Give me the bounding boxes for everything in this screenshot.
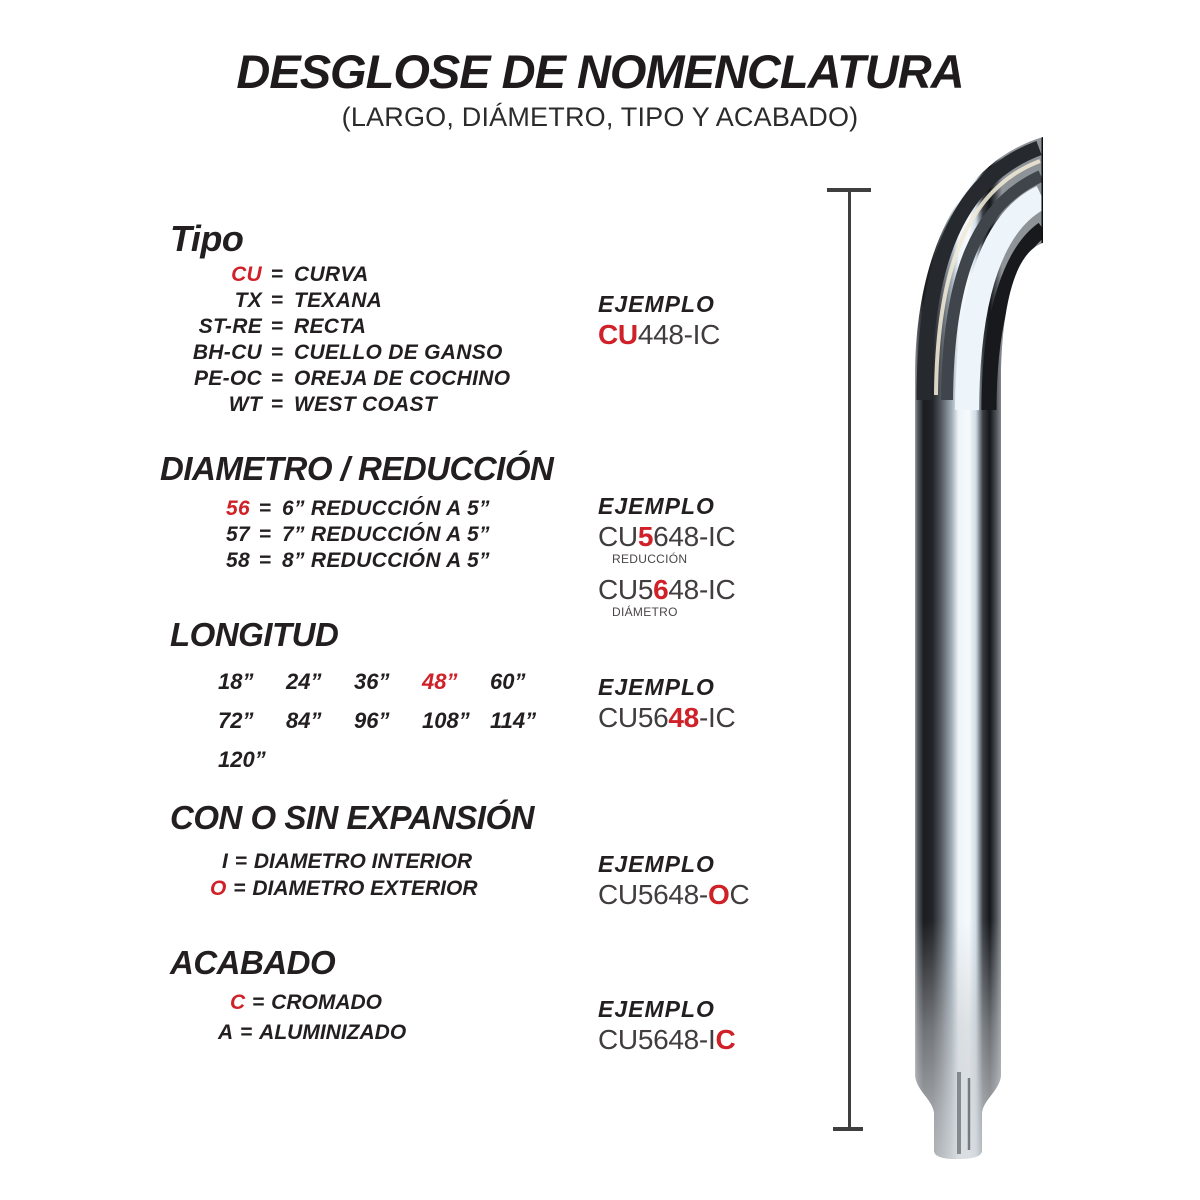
equals-sign: = [258,523,272,546]
length-value: 36” [354,669,390,694]
length-value: 60” [490,669,526,694]
diametro-desc: 6” REDUCCIÓN A 5” [282,497,490,520]
type-desc: CUELLO DE GANSO [294,341,503,364]
code-plain: CU5648- [598,879,708,910]
diametro-code: 58 [226,549,250,572]
type-code: PE-OC [193,367,262,390]
code-plain: 448-IC [637,319,721,350]
code-highlight: O [707,879,730,910]
equals-sign: = [270,289,284,312]
equals-sign: = [270,341,284,364]
example-block-longitud [598,674,735,734]
code-highlight: CU [598,319,638,350]
equals-sign: = [258,549,272,572]
example-label: EJEMPLO [598,291,715,317]
length-value: 18” [218,669,254,694]
length-value: 24” [286,669,322,694]
example-caption: REDUCCIÓN [612,552,688,566]
length-value: 108” [422,708,470,733]
acabado-row [218,1018,406,1048]
diametro-desc: 8” REDUCCIÓN A 5” [282,549,490,572]
acabado-definition-list [218,988,406,1048]
acabado-desc: ALUMINIZADO [259,1021,407,1044]
length-value: 114” [490,708,537,733]
type-desc: OREJA DE COCHINO [294,367,511,390]
section-tipo-heading: Tipo [170,218,244,259]
length-bracket-bottom-cap [833,1127,863,1131]
example-label: EJEMPLO [598,493,715,519]
section-longitud-heading: LONGITUD [170,616,339,653]
length-value: 120” [218,747,266,772]
example-block-expansion [598,851,749,911]
section-acabado-heading: ACABADO [170,944,336,981]
equals-sign: = [270,367,284,390]
expansion-definition-list [210,848,478,902]
equals-sign: = [270,263,284,286]
type-desc: RECTA [294,315,367,338]
length-value: 96” [354,708,390,733]
example-label: EJEMPLO [598,996,715,1022]
example-code [598,1024,735,1056]
equals-sign: = [252,991,265,1014]
example-block-acabado [598,996,735,1056]
code-plain: CU5648-I [598,1024,716,1055]
code-plain: 48-IC [668,574,736,605]
example-block-tipo [598,291,720,351]
diametro-code: 56 [226,497,250,520]
expansion-desc: DIAMETRO INTERIOR [253,850,473,873]
equals-sign: = [233,877,246,900]
example-caption: DIÁMETRO [612,605,678,619]
example-code [598,574,735,606]
example-label: EJEMPLO [598,851,715,877]
code-plain: CU5 [598,574,654,605]
code-highlight: 6 [653,574,669,605]
expansion-code: I [222,850,228,873]
equals-sign: = [240,1021,253,1044]
length-value-highlight: 48” [422,669,458,694]
type-desc: CURVA [294,263,369,286]
section-expansion-heading: CON O SIN EXPANSIÓN [170,799,534,836]
acabado-code: A [218,1021,234,1044]
equals-sign: = [234,850,247,873]
length-options-grid [218,662,558,779]
code-plain: C [729,879,750,910]
section-diametro-heading: DIAMETRO / REDUCCIÓN [160,450,554,487]
example-label: EJEMPLO [598,674,715,700]
example-code [598,702,735,734]
diametro-code: 57 [226,523,250,546]
expansion-desc: DIAMETRO EXTERIOR [252,877,478,900]
tipo-definition-list [150,262,510,418]
type-code: BH-CU [192,341,262,364]
length-value: 72” [218,708,254,733]
code-plain: CU56 [598,702,669,733]
type-code: ST-RE [198,315,262,338]
type-code: TX [234,289,262,312]
equals-sign: = [270,315,284,338]
page-title: DESGLOSE DE NOMENCLATURA [236,45,964,98]
equals-sign: = [270,393,284,416]
code-highlight: C [715,1024,736,1055]
type-code: CU [231,263,262,286]
code-plain: 648-IC [653,521,736,552]
acabado-code: C [230,991,246,1014]
code-highlight: 5 [637,521,654,552]
pipe-bottom-fade [915,137,1043,1159]
expansion-code: O [210,877,227,900]
acabado-desc: CROMADO [271,991,382,1014]
exhaust-stack-graphic [900,130,1060,1165]
equals-sign: = [258,497,272,520]
code-plain: -IC [698,702,736,733]
example-code [598,319,720,351]
type-desc: WEST COAST [294,393,437,416]
type-code: WT [228,393,262,416]
diametro-desc: 7” REDUCCIÓN A 5” [282,523,490,546]
code-plain: CU [598,521,638,552]
example-block-diametro [598,493,735,619]
example-code [598,521,735,553]
type-desc: TEXANA [294,289,383,312]
code-highlight: 48 [668,702,699,733]
page-subtitle: (LARGO, DIÁMETRO, TIPO Y ACABADO) [341,102,859,132]
example-code [598,879,749,911]
length-bracket-line [848,190,851,1128]
diametro-definition-list [150,496,490,574]
length-value: 84” [286,708,322,733]
acabado-row [218,988,406,1018]
expansion-row [210,848,478,875]
expansion-row [210,875,478,902]
